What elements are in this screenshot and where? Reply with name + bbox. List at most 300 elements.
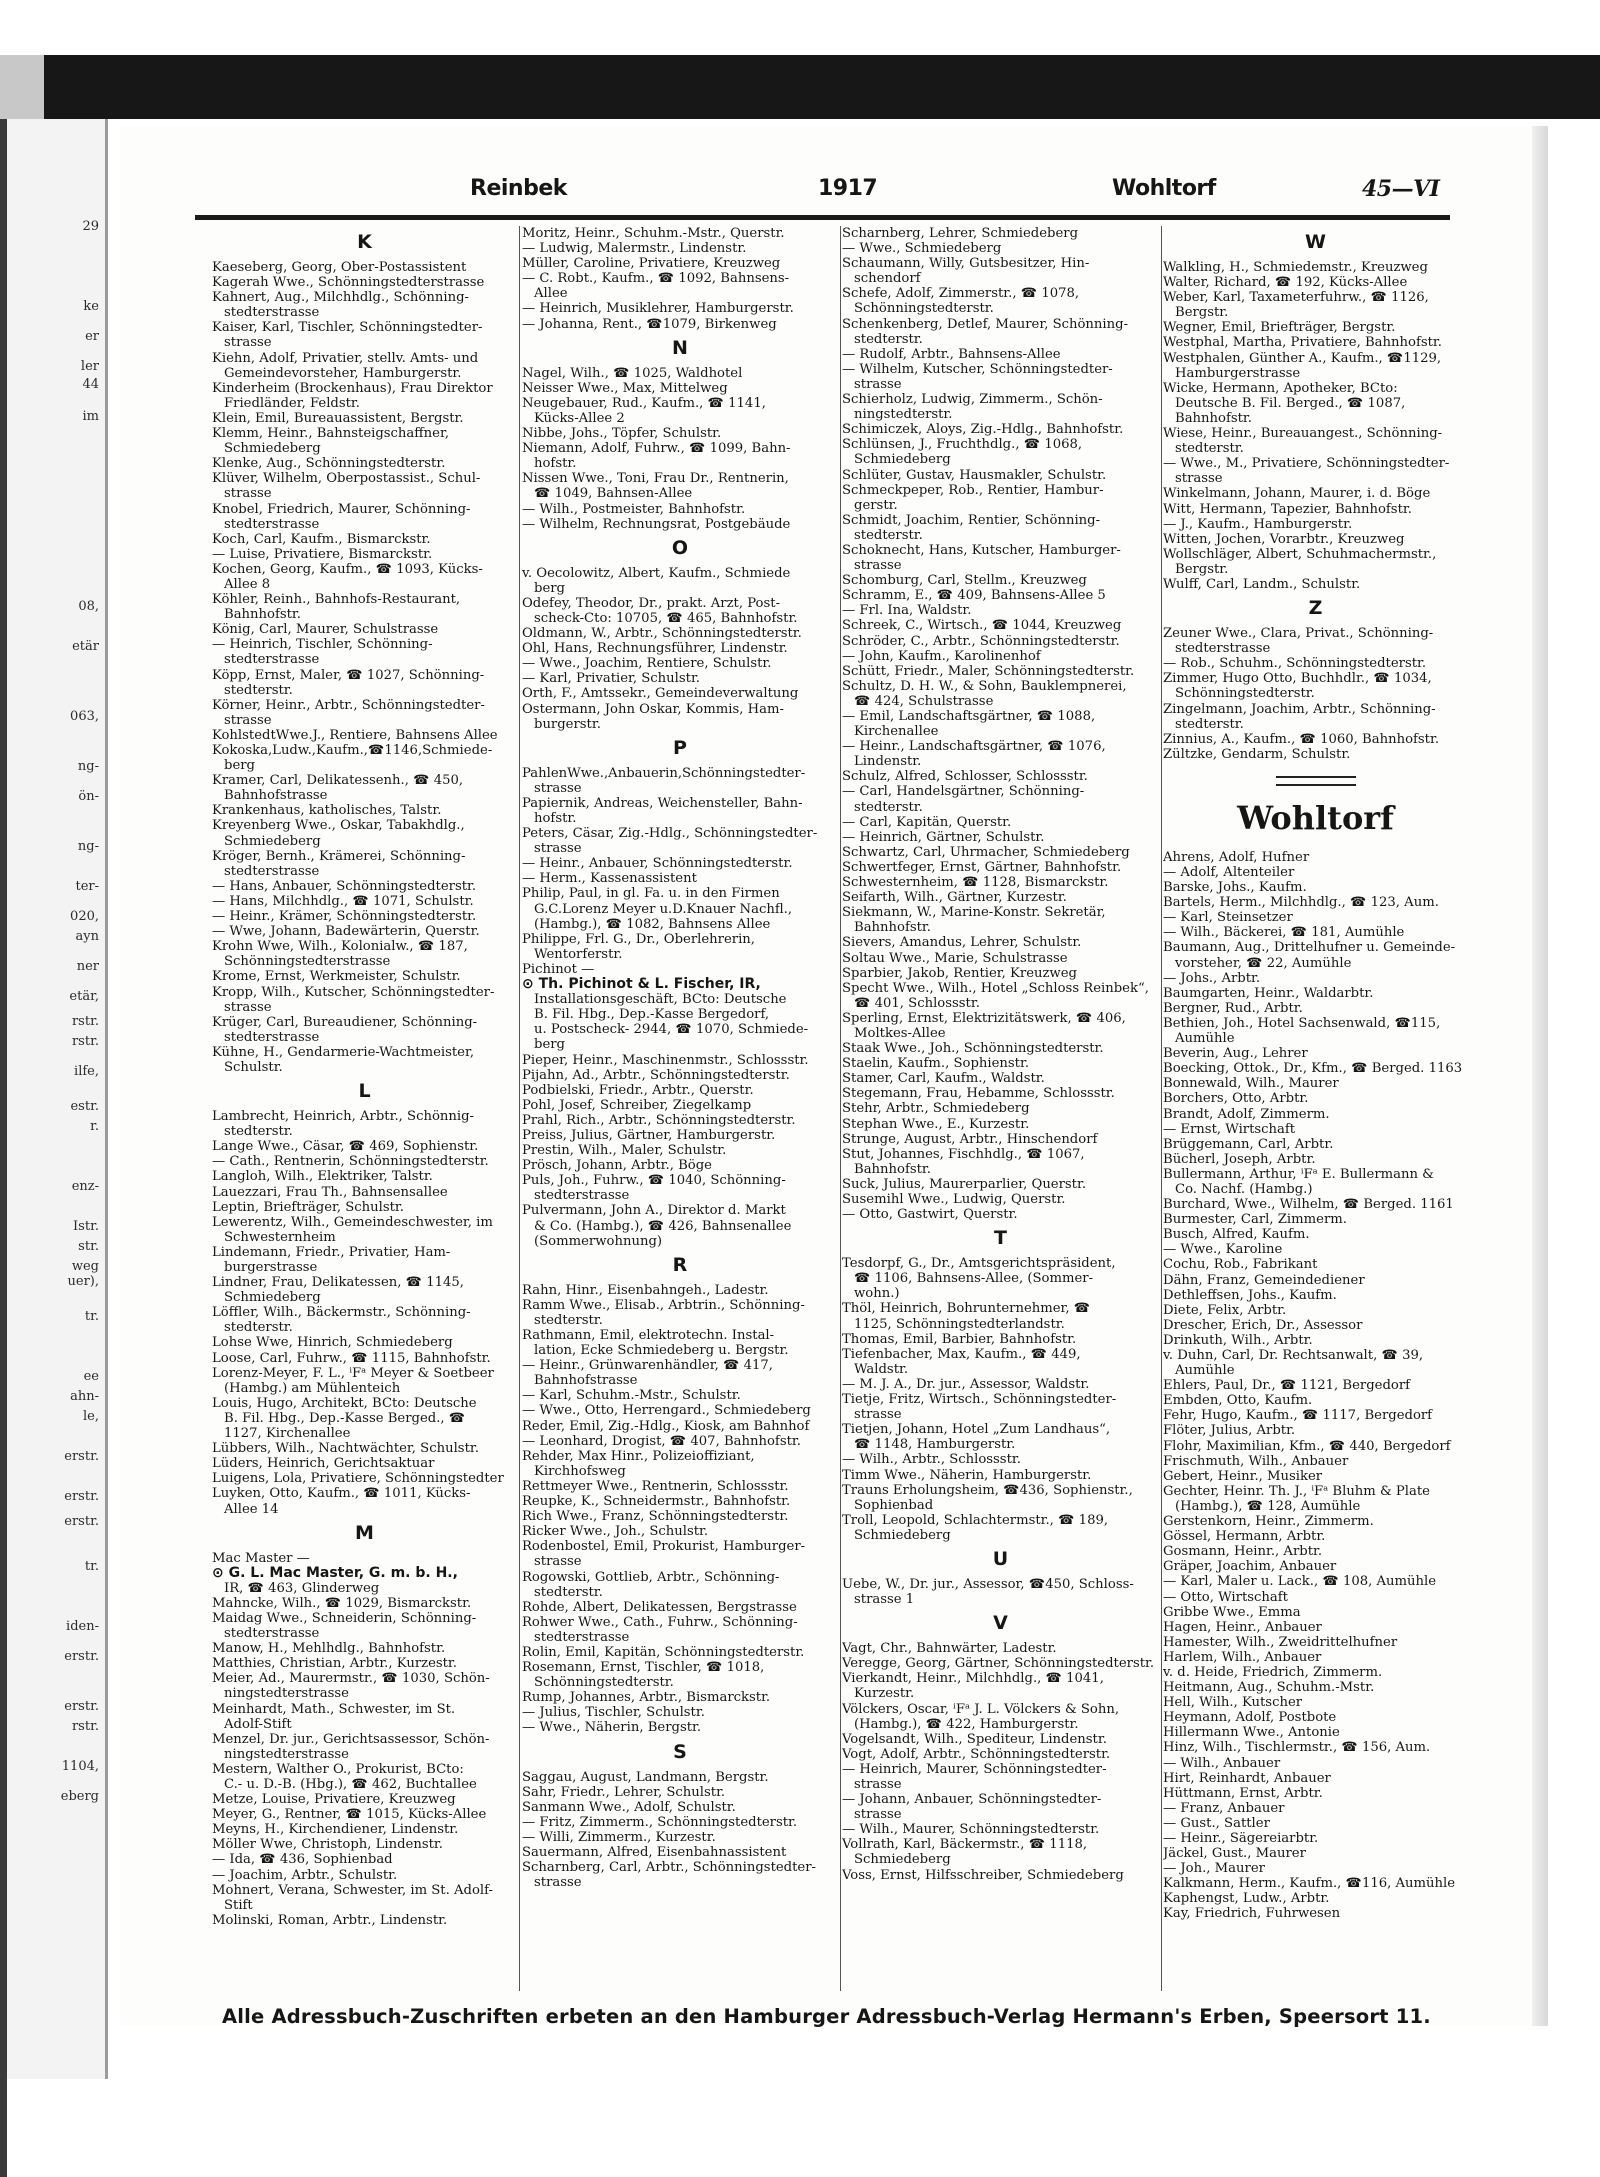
scan-top-fade (0, 55, 44, 119)
directory-entry-continuation: wohn.) (854, 1286, 900, 1302)
directory-entry: Mestern, Walther O., Prokurist, BCto: (212, 1761, 464, 1777)
directory-entry: Hüttmann, Ernst, Arbtr. (1163, 1785, 1323, 1801)
directory-entry: Zimmer, Hugo Otto, Buchhdlr., ☎ 1034, (1163, 671, 1432, 687)
directory-entry: Bonnewald, Wilh., Maurer (1163, 1076, 1339, 1092)
directory-entry: Kramer, Carl, Delikatessenh., ☎ 450, (212, 773, 464, 789)
directory-entry: Tiefenbacher, Max, Kaufm., ☎ 449, (842, 1346, 1081, 1362)
edge-text-fragment: tr. (84, 1559, 99, 1574)
directory-entry: — Carl, Handelsgärtner, Schönning- (842, 784, 1085, 800)
directory-entry-continuation: Friedländer, Feldstr. (224, 395, 360, 411)
directory-entry: — Otto, Gastwirt, Querstr. (842, 1207, 1018, 1223)
directory-entry: Kröger, Bernh., Krämerei, Schönning- (212, 848, 466, 864)
directory-entry: Lauezzari, Frau Th., Bahnsensallee (212, 1184, 448, 1200)
directory-entry: Thöl, Heinrich, Bohrunternehmer, ☎ (842, 1301, 1091, 1317)
directory-entry-continuation: IR, ☎ 463, Glinderweg (224, 1580, 380, 1596)
edge-text-fragment: erstr. (64, 1489, 99, 1504)
column-3 (842, 226, 1159, 1996)
directory-entry: Sparbier, Jakob, Rentier, Kreuzweg (842, 965, 1077, 981)
directory-entry-continuation: Kurzestr. (854, 1686, 915, 1702)
directory-entry: Mac Master — (212, 1550, 310, 1566)
directory-entry-continuation: Schmiedeberg (854, 452, 951, 468)
directory-entry: — Wwe., Schmiedeberg (842, 241, 1002, 257)
directory-entry: Philip, Paul, in gl. Fa. u. in den Firmen (522, 886, 780, 902)
directory-entry-continuation: stedterstr. (854, 799, 923, 815)
directory-entry: Sanmann Wwe., Adolf, Schulstr. (522, 1799, 736, 1815)
directory-entry: Burmester, Carl, Zimmerm. (1163, 1212, 1347, 1228)
directory-entry: Specht Wwe., Wilh., Hotel „Schloss Reinbek“, (842, 980, 1149, 996)
directory-entry: Diete, Felix, Arbtr. (1163, 1302, 1287, 1318)
directory-entry-continuation: Deutsche B. Fil. Berged., ☎ 1087, (1175, 395, 1406, 411)
directory-entry-continuation: Aumühle (1175, 1031, 1235, 1047)
directory-entry: Lange Wwe., Cäsar, ☎ 469, Sophienstr. (212, 1139, 479, 1155)
directory-entry: KohlstedtWwe.J., Rentiere, Bahnsens Allee (212, 727, 498, 743)
directory-entry: Gerstenkorn, Heinr., Zimmerm. (1163, 1514, 1374, 1530)
directory-entry: Zingelmann, Joachim, Arbtr., Schönning- (1163, 701, 1436, 717)
section-letter: V (993, 1612, 1008, 1635)
directory-entry: Rehder, Max Hinr., Polizeioffiziant, (522, 1448, 755, 1464)
section-letter: K (357, 231, 372, 253)
edge-text-fragment: ng- (77, 759, 99, 774)
directory-entry: Meier, Ad., Maurermstr., ☎ 1030, Schön- (212, 1671, 490, 1687)
edge-text-fragment: le, (83, 1409, 99, 1424)
directory-entry: Trauns Erholungsheim, ☎436, Sophienstr., (842, 1482, 1133, 1498)
directory-entry: Kahnert, Aug., Milchhdlg., Schönning- (212, 290, 469, 306)
directory-entry-continuation: stedterstr. (534, 1584, 603, 1600)
directory-entry: Strunge, August, Arbtr., Hinschendorf (842, 1131, 1098, 1147)
directory-entry: Odefey, Theodor, Dr., prakt. Arzt, Post- (522, 595, 781, 611)
directory-entry: Vollrath, Karl, Bäckermstr., ☎ 1118, (842, 1837, 1088, 1853)
directory-entry: Kaiser, Karl, Tischler, Schönningstedter- (212, 320, 483, 336)
directory-entry-continuation: Aumühle (1175, 1363, 1235, 1379)
directory-entry-continuation: stedterstrasse (224, 1029, 320, 1045)
directory-entry: Krohn Wwe, Wilh., Kolonialw., ☎ 187, (212, 939, 468, 955)
directory-entry-continuation: schendorf (854, 271, 921, 287)
directory-entry: Scharnberg, Lehrer, Schmiedeberg (842, 226, 1079, 241)
directory-entry-continuation: strasse (224, 335, 272, 351)
column-divider (1161, 226, 1162, 1991)
directory-entry: v. d. Heide, Friedrich, Zimmerm. (1163, 1664, 1383, 1680)
directory-entry: Veregge, Georg, Gärtner, Schönningstedterstr. (842, 1656, 1155, 1672)
previous-page-edge (7, 119, 108, 2079)
directory-entry: Frischmuth, Wilh., Anbauer (1163, 1453, 1349, 1469)
directory-entry: — Karl, Steinsetzer (1163, 910, 1293, 926)
directory-entry: Weber, Karl, Taxameterfuhrw., ☎ 1126, (1163, 290, 1429, 306)
directory-entry: Papiernik, Andreas, Weichensteller, Bahn- (522, 795, 803, 811)
directory-entry: — J., Kaufm., Hamburgerstr. (1163, 516, 1353, 532)
directory-entry: — Johs., Arbtr. (1163, 970, 1261, 986)
directory-entry: Rodenbostel, Emil, Prokurist, Hamburger- (522, 1539, 806, 1555)
directory-entry-continuation: Schmiedeberg (224, 833, 321, 849)
directory-entry-continuation: Schmiedeberg (854, 1527, 951, 1543)
directory-entry: Vogelsandt, Wilh., Spediteur, Lindenstr. (842, 1731, 1107, 1747)
directory-entry-continuation: stedterstr. (224, 1320, 293, 1336)
directory-entry: Luyken, Otto, Kaufm., ☎ 1011, Kücks- (212, 1486, 471, 1502)
directory-entry: Baumgarten, Heinr., Waldarbtr. (1163, 985, 1374, 1001)
directory-entry: Schlünsen, J., Fruchthdlg., ☎ 1068, (842, 437, 1083, 453)
directory-entry: Seifarth, Wilh., Gärtner, Kurzestr. (842, 890, 1067, 906)
directory-entry: Hillermann Wwe., Antonie (1163, 1725, 1340, 1741)
directory-entry: — Heinrich, Tischler, Schönning- (212, 637, 433, 653)
section-letter: P (673, 736, 687, 759)
directory-entry: Schefe, Adolf, Zimmerstr., ☎ 1078, (842, 286, 1080, 302)
directory-entry: Stamer, Carl, Kaufm., Waldstr. (842, 1071, 1045, 1087)
directory-entry-continuation: Allee (534, 286, 568, 302)
directory-entry: — Herm., Kassenassistent (522, 871, 697, 887)
section-letter: Z (1308, 597, 1323, 620)
directory-entry-continuation: Schönningstedterstr. (534, 1675, 674, 1691)
directory-entry: Köhler, Reinh., Bahnhofs-Restaurant, (212, 592, 461, 608)
directory-entry-continuation: ☎ 1148, Hamburgerstr. (854, 1437, 1016, 1453)
directory-entry: Fehr, Hugo, Kaufm., ☎ 1117, Bergedorf (1163, 1408, 1433, 1424)
directory-entry: — John, Kaufm., Karolinenhof (842, 648, 1041, 664)
edge-text-fragment: ng- (77, 839, 99, 854)
column-2 (522, 226, 838, 1996)
directory-entry-continuation: C.- u. D.-B. (Hbg.), ☎ 462, Buchtallee (224, 1777, 477, 1792)
directory-entry: Witten, Jochen, Vorarbtr., Kreuzweg (1163, 531, 1405, 547)
directory-entry-continuation: Bahnhofstr. (224, 607, 301, 623)
header-right-place: Wohltorf (1112, 176, 1216, 201)
directory-entry-continuation: stedterstrasse (224, 652, 320, 668)
edge-text-fragment: rstr. (71, 1034, 99, 1049)
directory-entry: Sievers, Amandus, Lehrer, Schulstr. (842, 935, 1082, 951)
edge-text-fragment: ter- (75, 879, 99, 894)
directory-entry-continuation: hofstr. (534, 811, 577, 826)
header-year: 1917 (818, 176, 878, 201)
directory-entry: Pohl, Josef, Schreiber, Ziegelkamp (522, 1097, 752, 1113)
directory-entry: Schwertfeger, Ernst, Gärtner, Bahnhofstr. (842, 859, 1122, 875)
directory-entry: Ostermann, John Oskar, Kommis, Ham- (522, 701, 784, 717)
directory-entry: Wollschläger, Albert, Schuhmachermstr., (1163, 546, 1437, 562)
directory-entry: Brandt, Adolf, Zimmerm. (1163, 1106, 1330, 1122)
directory-entry-continuation: berg (534, 1037, 565, 1053)
directory-entry-continuation: strasse (854, 1777, 902, 1792)
directory-entry-continuation: strasse (854, 1807, 902, 1823)
directory-entry: — Wwe., Joachim, Rentiere, Schulstr. (522, 656, 772, 672)
directory-entry: Heymann, Adolf, Postbote (1163, 1710, 1337, 1726)
directory-entry: Schreek, C., Wirtsch., ☎ 1044, Kreuzweg (842, 618, 1122, 634)
directory-entry-continuation: Installationsgeschäft, BCto: Deutsche (534, 992, 787, 1008)
directory-entry: — Wilh., Postmeister, Bahnhofstr. (522, 501, 746, 517)
directory-entry-continuation: ☎ 424, Schulstrasse (854, 693, 994, 709)
directory-entry: — Wwe., Otto, Herrengard., Schmiedeberg (522, 1403, 811, 1419)
directory-entry-continuation: Gemeindevorsteher, Hamburgerstr. (224, 365, 462, 381)
directory-entry: Schütt, Friedr., Maler, Schönningstedterstr. (842, 663, 1135, 679)
edge-text-fragment: estr. (70, 1099, 99, 1114)
directory-entry: Wulff, Carl, Landm., Schulstr. (1163, 576, 1361, 592)
edge-text-fragment: 063, (70, 709, 99, 724)
directory-entry: Jäckel, Gust., Maurer (1163, 1846, 1306, 1862)
directory-entry: — Hans, Milchhdlg., ☎ 1071, Schulstr. (212, 893, 474, 909)
edge-text-fragment: r. (90, 1119, 99, 1134)
directory-entry: Uebe, W., Dr. jur., Assessor, ☎450, Schloss- (842, 1576, 1134, 1592)
section-letter: T (994, 1227, 1007, 1250)
directory-entry: — Wwe., M., Privatiere, Schönningstedter- (1163, 456, 1450, 472)
directory-entry-continuation: stedterstrasse (224, 1626, 320, 1642)
section-letter: U (992, 1547, 1009, 1570)
directory-entry-continuation: Schönningstedterstr. (1175, 686, 1315, 702)
edge-text-fragment: str. (78, 1239, 99, 1254)
directory-entry: — Franz, Anbauer (1163, 1800, 1285, 1816)
directory-entry: Niemann, Adolf, Fuhrw., ☎ 1099, Bahn- (522, 441, 791, 457)
edge-text-fragment: iden- (66, 1619, 99, 1634)
edge-text-fragment: ler (80, 359, 99, 374)
directory-entry: Soltau Wwe., Marie, Schulstrasse (842, 950, 1068, 966)
directory-entry: — Joh., Maurer (1163, 1861, 1265, 1877)
directory-entry: Hell, Wilh., Kutscher (1163, 1695, 1303, 1711)
edge-text-fragment: 29 (82, 219, 99, 234)
directory-entry-continuation: stedterstrasse (224, 305, 320, 321)
directory-entry: Wegner, Emil, Briefträger, Bergstr. (1163, 320, 1396, 336)
directory-entry: Schmeckpeper, Rob., Rentier, Hambur- (842, 482, 1104, 498)
directory-entry-continuation: Wentorferstr. (534, 946, 623, 962)
directory-entry: Lohse Wwe, Hinrich, Schmiedeberg (212, 1335, 453, 1351)
directory-entry: Hirt, Reinhardt, Anbauer (1163, 1770, 1331, 1786)
directory-entry: Leptin, Briefträger, Schulstr. (212, 1199, 404, 1215)
directory-entry: Neugebauer, Rud., Kaufm., ☎ 1141, (522, 395, 766, 411)
directory-entry: — Joachim, Arbtr., Schulstr. (212, 1867, 398, 1883)
directory-entry: Luigens, Lola, Privatiere, Schönningstedter (212, 1471, 504, 1487)
directory-entry: — Heinr., Landschaftsgärtner, ☎ 1076, (842, 739, 1106, 755)
directory-entry-continuation: Hamburgerstrasse (1175, 365, 1301, 381)
directory-entry: Borchers, Otto, Arbtr. (1163, 1091, 1309, 1107)
section-letter: N (672, 336, 688, 359)
directory-entry-continuation: gerstr. (854, 497, 898, 513)
edge-text-fragment: Istr. (73, 1219, 99, 1234)
directory-entry: Krankenhaus, katholisches, Talstr. (212, 803, 442, 819)
directory-entry-continuation: ningstedterstr. (854, 407, 953, 423)
directory-entry: Kalkmann, Herm., Kaufm., ☎116, Aumühle (1163, 1876, 1456, 1892)
edge-text-fragment: ee (83, 1369, 99, 1384)
directory-entry-continuation: stedterstr. (224, 682, 293, 698)
directory-entry: Staelin, Kaufm., Sophienstr. (842, 1056, 1030, 1072)
directory-entry: Witt, Hermann, Tapezier, Bahnhofstr. (1163, 501, 1412, 517)
directory-entry-continuation: B. Fil. Hbg., Dep.-Kasse Berged., ☎ (224, 1410, 466, 1426)
directory-entry: Vogt, Adolf, Arbtr., Schönningstedterstr. (842, 1746, 1111, 1762)
directory-entry-continuation: Schulstr. (224, 1059, 283, 1075)
scan-top-border (44, 55, 1600, 119)
directory-entry-featured: ⊙ G. L. Mac Master, G. m. b. H., (212, 1565, 458, 1581)
directory-entry-continuation: strasse (534, 841, 582, 857)
directory-entry: Löffler, Wilh., Bäckermstr., Schönning- (212, 1305, 471, 1321)
directory-entry: Rump, Johannes, Arbtr., Bismarckstr. (522, 1690, 771, 1706)
directory-entry-continuation: (Sommerwohnung) (534, 1233, 663, 1249)
directory-entry: — Heinrich, Gärtner, Schulstr. (842, 829, 1045, 845)
directory-entry-continuation: ☎ 1049, Bahnsen-Allee (534, 486, 693, 502)
directory-entry: Kochen, Georg, Kaufm., ☎ 1093, Kücks- (212, 561, 483, 577)
place-title: Wohltorf (1237, 798, 1394, 837)
edge-text-fragment: uer), (67, 1274, 99, 1289)
directory-entry: Knobel, Friedrich, Maurer, Schönning- (212, 501, 471, 517)
directory-entry: Klenke, Aug., Schönningstedterstr. (212, 456, 446, 472)
directory-entry: — Heinrich, Musiklehrer, Hamburgerstr. (522, 301, 794, 317)
directory-entry: — M. J. A., Dr. jur., Assessor, Waldstr. (842, 1376, 1090, 1392)
directory-entry-continuation: stedterstr. (534, 1312, 603, 1328)
directory-entry-continuation: strasse (534, 1554, 582, 1570)
section-letter: M (355, 1521, 374, 1544)
directory-entry: Menzel, Dr. jur., Gerichtsassessor, Schön- (212, 1731, 490, 1747)
directory-entry: Koch, Carl, Kaufm., Bismarckstr. (212, 531, 431, 547)
directory-entry-continuation: stedterstr. (1175, 441, 1244, 457)
directory-entry: Hagen, Heinr., Anbauer (1163, 1619, 1322, 1635)
section-letter: L (358, 1080, 371, 1103)
directory-entry: Ahrens, Adolf, Hufner (1163, 849, 1310, 865)
directory-entry-continuation: Stift (224, 1897, 253, 1913)
directory-entry: Meyer, G., Rentner, ☎ 1015, Kücks-Allee (212, 1807, 487, 1823)
directory-entry: Heitmann, Aug., Schuhm.-Mstr. (1163, 1680, 1375, 1696)
directory-entry: Maidag Wwe., Schneiderin, Schönning- (212, 1610, 477, 1626)
directory-entry-continuation: strasse (534, 1875, 582, 1891)
directory-entry-continuation: Bergstr. (1175, 305, 1229, 321)
directory-entry-continuation: burgerstr. (534, 716, 601, 732)
directory-entry: Drinkuth, Wilh., Arbtr. (1163, 1332, 1313, 1348)
directory-entry-continuation: berg (224, 758, 255, 774)
directory-entry-continuation: Schwesternheim (224, 1229, 336, 1245)
directory-entry-continuation: stedterstr. (224, 1124, 293, 1140)
edge-text-fragment: ke (83, 299, 99, 314)
directory-entry: Gechter, Heinr. Th. J., ⁱFᵃ Bluhm & Plate (1163, 1483, 1430, 1499)
directory-entry: Manow, H., Mehlhdlg., Bahnhofstr. (212, 1641, 446, 1657)
directory-entry: Möller Wwe, Christoph, Lindenstr. (212, 1837, 443, 1853)
directory-entry-continuation: Kücks-Allee 2 (534, 410, 625, 426)
directory-entry: Rahn, Hinr., Eisenbahngeh., Ladestr. (522, 1282, 769, 1298)
directory-entry-continuation: Schönningstedterstrasse (224, 954, 391, 970)
directory-entry: — Ludwig, Malermstr., Lindenstr. (522, 241, 747, 257)
section-divider (1276, 776, 1356, 786)
directory-entry: Walkling, H., Schmiedemstr., Kreuzweg (1163, 260, 1428, 275)
directory-entry-continuation: Allee 8 (224, 576, 271, 592)
directory-entry-continuation: Schönningstedterstr. (854, 301, 994, 317)
directory-entry: Ricker Wwe., Joh., Schulstr. (522, 1524, 709, 1540)
directory-entry: Tietje, Fritz, Wirtsch., Schönningstedter- (842, 1392, 1117, 1408)
directory-entry: Gosmann, Heinr., Arbtr. (1163, 1544, 1323, 1560)
directory-entry: Prestin, Wilh., Maler, Schulstr. (522, 1143, 727, 1159)
directory-entry: Hinz, Wilh., Tischlermstr., ☎ 156, Aum. (1163, 1740, 1431, 1756)
directory-entry: Zültzke, Gendarm, Schulstr. (1163, 746, 1351, 762)
directory-entry: Kaeseberg, Georg, Ober-Postassistent (212, 260, 467, 275)
directory-entry: — Leonhard, Drogist, ☎ 407, Bahnhofstr. (522, 1433, 801, 1449)
directory-entry-continuation: Kirchenallee (854, 724, 939, 740)
directory-entry: — Carl, Kapitän, Querstr. (842, 814, 1012, 830)
directory-entry: Vierkandt, Heinr., Milchhdlg., ☎ 1041, (842, 1671, 1104, 1687)
edge-text-fragment: etär (72, 639, 99, 654)
page-number: 45—VI (1362, 176, 1440, 202)
directory-entry: Puls, Joh., Fuhrw., ☎ 1040, Schönning- (522, 1173, 786, 1189)
directory-entry-continuation: stedterstr. (854, 331, 923, 347)
directory-entry: Zinnius, A., Kaufm., ☎ 1060, Bahnhofstr. (1163, 731, 1440, 747)
directory-entry: — Wilh., Bäckerei, ☎ 181, Aumühle (1163, 925, 1405, 941)
directory-entry: Matthies, Christian, Arbtr., Kurzestr. (212, 1656, 457, 1672)
directory-entry: Prahl, Rich., Arbtr., Schönningstedterstr. (522, 1112, 796, 1128)
directory-entry: — Heinr., Sägereiarbtr. (1163, 1831, 1319, 1846)
edge-text-fragment: etär, (69, 989, 99, 1004)
directory-entry: Stegemann, Frau, Hebamme, Schlossstr. (842, 1086, 1115, 1102)
directory-entry: Langloh, Wilh., Elektriker, Talstr. (212, 1169, 433, 1185)
edge-text-fragment: tr. (84, 1309, 99, 1324)
directory-entry: Saggau, August, Landmann, Bergstr. (522, 1769, 769, 1785)
directory-entry: Stehr, Arbtr., Schmiedeberg (842, 1101, 1030, 1117)
column-4 (1163, 226, 1468, 1996)
directory-entry-continuation: lation, Ecke Schmiedeberg u. Bergstr. (534, 1343, 789, 1359)
directory-entry: Ehlers, Paul, Dr., ☎ 1121, Bergedorf (1163, 1378, 1411, 1394)
directory-entry: Rohwer Wwe., Cath., Fuhrw., Schönning- (522, 1614, 798, 1630)
directory-entry: Lorenz-Meyer, F. L., ⁱFᵃ Meyer & Soetbeer (212, 1365, 494, 1381)
directory-entry-continuation: strasse (224, 486, 272, 502)
directory-entry-continuation: ☎ 1106, Bahnsens-Allee, (Sommer- (854, 1271, 1094, 1287)
directory-entry: Lambrecht, Heinrich, Arbtr., Schönnig- (212, 1109, 474, 1125)
directory-entry: Rogowski, Gottlieb, Arbtr., Schönning- (522, 1569, 780, 1585)
page-shadow (1532, 126, 1548, 2026)
directory-entry: Kühne, H., Gendarmerie-Wachtmeister, (212, 1044, 475, 1060)
directory-entry-continuation: strasse (854, 376, 902, 392)
directory-entry-continuation: Schmiedeberg (854, 1852, 951, 1868)
edge-text-fragment: im (82, 409, 99, 424)
directory-entry-continuation: G.C.Lorenz Meyer u.D.Knauer Nachfl., (534, 901, 793, 917)
directory-entry: — Karl, Privatier, Schulstr. (522, 671, 701, 687)
directory-entry: Prösch, Johann, Arbtr., Böge (522, 1158, 712, 1174)
directory-entry: Schlüter, Gustav, Hausmakler, Schulstr. (842, 467, 1107, 483)
directory-entry: Ohl, Hans, Rechnungsführer, Lindenstr. (522, 641, 788, 657)
directory-entry: — Gust., Sattler (1163, 1815, 1270, 1831)
directory-entry: Lübbers, Wilh., Nachtwächter, Schulstr. (212, 1441, 479, 1457)
directory-entry: — Fritz, Zimmerm., Schönningstedterstr. (522, 1814, 798, 1830)
directory-entry-continuation: strasse (854, 1407, 902, 1423)
directory-entry: Pulvermann, John A., Direktor d. Markt (522, 1203, 786, 1219)
edge-text-fragment: rstr. (71, 1014, 99, 1029)
directory-entry-continuation: (Hambg.), ☎ 128, Aumühle (1175, 1498, 1361, 1514)
directory-entry: Burchard, Wwe., Wilhelm, ☎ Berged. 1161 (1163, 1197, 1454, 1213)
directory-entry: Rettmeyer Wwe., Rentnerin, Schlossstr. (522, 1478, 789, 1494)
directory-entry: Schimiczek, Aloys, Zig.-Hdlg., Bahnhofstr. (842, 422, 1124, 438)
section-letter: O (671, 536, 689, 559)
directory-entry: Klemm, Heinr., Bahnsteigschaffner, (212, 426, 450, 442)
directory-entry-continuation: strasse (534, 780, 582, 796)
directory-entry: Troll, Leopold, Schlachtermstr., ☎ 189, (842, 1512, 1109, 1528)
directory-entry-continuation: ningstedterstrasse (224, 1686, 349, 1702)
directory-entry: Schröder, C., Arbtr., Schönningstedterstr. (842, 633, 1120, 649)
directory-entry-continuation: ningstedterstrasse (224, 1746, 349, 1762)
directory-entry-continuation: ☎ 401, Schlossstr. (854, 995, 980, 1011)
directory-entry: Klüver, Wilhelm, Oberpostassist., Schul- (212, 471, 481, 487)
directory-entry: Boecking, Ottok., Dr., Kfm., ☎ Berged. 1163 (1163, 1061, 1463, 1077)
directory-entry: Staak Wwe., Joh., Schönningstedterstr. (842, 1041, 1104, 1057)
directory-entry-continuation: (Hambg.), ☎ 422, Hamburgerstr. (854, 1716, 1079, 1732)
directory-entry-continuation: Sophienbad (854, 1497, 934, 1513)
edge-text-fragment: 1104, (61, 1759, 99, 1774)
edge-text-fragment: enz- (71, 1179, 99, 1194)
directory-entry: — Heinr., Krämer, Schönningstedterstr. (212, 909, 477, 925)
directory-entry: Schoknecht, Hans, Kutscher, Hamburger- (842, 542, 1121, 558)
directory-entry-continuation: strasse (1175, 471, 1223, 487)
directory-entry-continuation: Waldstr. (854, 1361, 909, 1377)
directory-entry: Moritz, Heinr., Schuhm.-Mstr., Querstr. (522, 226, 785, 241)
directory-entry: — Julius, Tischler, Schulstr. (522, 1705, 705, 1721)
directory-entry: v. Duhn, Carl, Dr. Rechtsanwalt, ☎ 39, (1163, 1348, 1424, 1363)
directory-entry-continuation: strasse 1 (854, 1592, 915, 1608)
directory-entry-continuation: Allee 14 (224, 1501, 279, 1517)
directory-entry: — Adolf, Altenteiler (1163, 865, 1295, 880)
directory-entry: Körner, Heinr., Arbtr., Schönningstedter- (212, 697, 485, 713)
directory-entry: Reder, Emil, Zig.-Hdlg., Kiosk, am Bahnhof (522, 1418, 810, 1434)
directory-entry: Dähn, Franz, Gemeindediener (1163, 1272, 1365, 1288)
directory-entry: Rolin, Emil, Kapitän, Schönningstedterstr. (522, 1644, 805, 1660)
edge-text-fragment: ilfe, (74, 1064, 99, 1079)
directory-entry-continuation: vorsteher, ☎ 22, Aumühle (1175, 955, 1352, 971)
edge-text-fragment: ön- (78, 789, 99, 804)
directory-entry-featured: ⊙ Th. Pichinot & L. Fischer, IR, (522, 977, 761, 993)
directory-entry: Ramm Wwe., Elisab., Arbtrin., Schönning- (522, 1297, 805, 1313)
directory-entry-continuation: stedterstrasse (534, 1629, 630, 1645)
directory-entry: Flöter, Julius, Arbtr. (1163, 1423, 1296, 1439)
